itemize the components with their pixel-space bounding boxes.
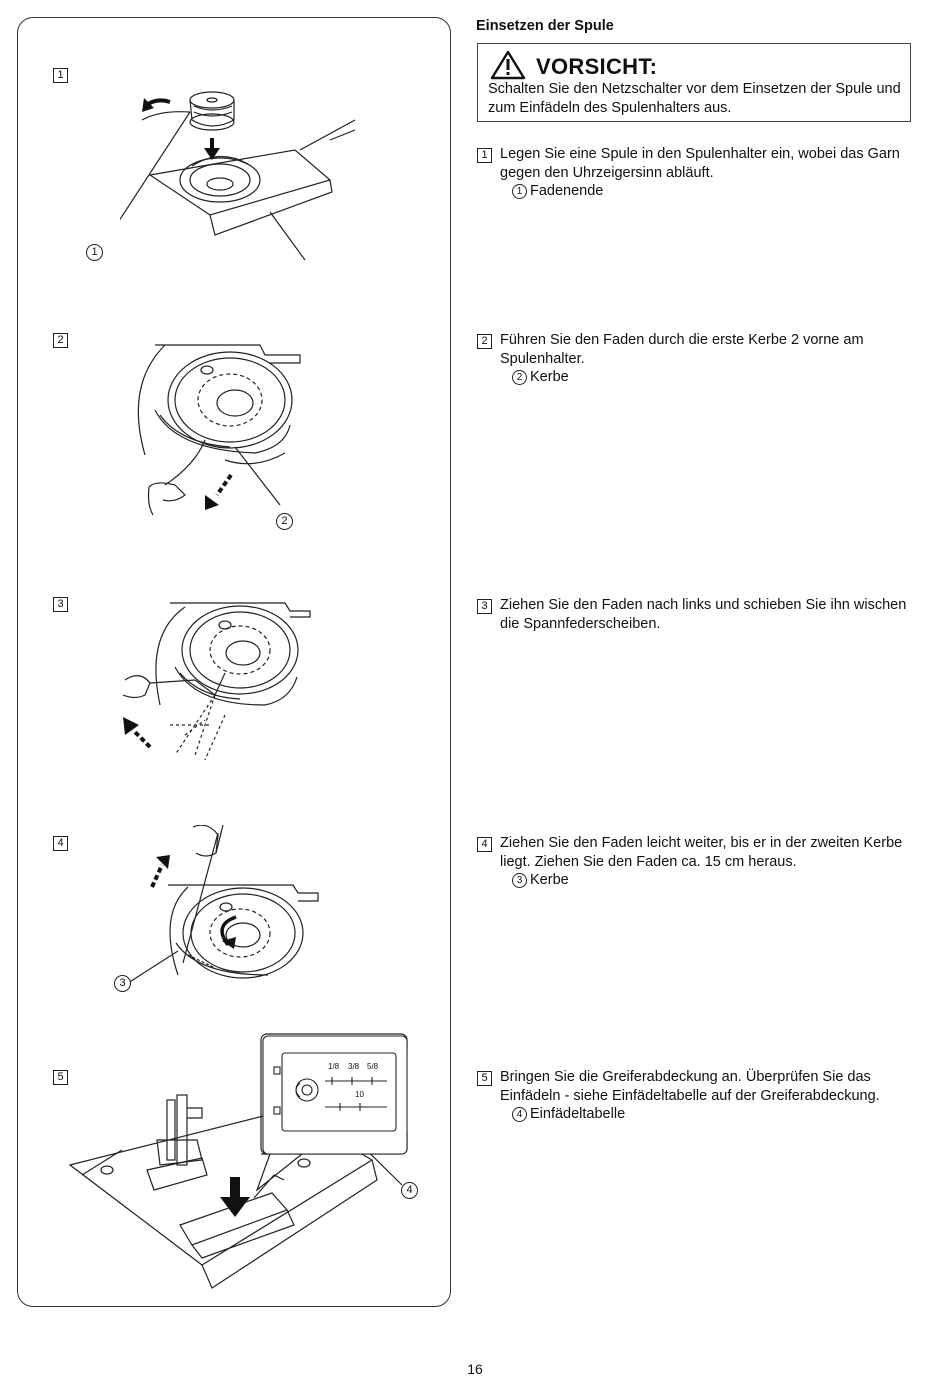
second-notch-illustration bbox=[118, 825, 338, 985]
figure-callout: 2 bbox=[276, 513, 293, 530]
figure-step-number: 4 bbox=[53, 836, 68, 851]
bobbin-insert-illustration bbox=[120, 80, 360, 270]
sub-callout-number: 2 bbox=[512, 370, 527, 385]
step-text: Ziehen Sie den Faden leicht weiter, bis er in der zweiten Kerbe liegt. Ziehen Sie den Faden ca. 15 cm heraus. bbox=[500, 835, 903, 870]
sub-callout-number: 4 bbox=[512, 1107, 527, 1122]
chart-label-1-8: 1/8 bbox=[328, 1062, 340, 1071]
page-number: 16 bbox=[467, 1361, 483, 1377]
step-number: 5 bbox=[477, 1071, 492, 1086]
figure-step-number: 3 bbox=[53, 597, 68, 612]
figure-callout: 3 bbox=[114, 975, 131, 992]
sub-label: Einfädeltabelle bbox=[530, 1106, 626, 1122]
sub-label: Kerbe bbox=[530, 872, 569, 888]
figure-callout: 1 bbox=[86, 244, 103, 261]
step-text: Legen Sie eine Spule in den Spulenhalter ein, wobei das Garn gegen den Uhrzeigersinn abläuft. bbox=[500, 146, 900, 181]
first-notch-illustration bbox=[135, 335, 335, 525]
step-number: 1 bbox=[477, 148, 492, 163]
section-heading: Einsetzen der Spule bbox=[476, 18, 614, 34]
sub-label: Kerbe bbox=[530, 369, 569, 385]
figure-step-number: 2 bbox=[53, 333, 68, 348]
step-text: Ziehen Sie den Faden nach links und schieben Sie ihn wischen die Spannfederscheiben. bbox=[500, 597, 907, 632]
chart-label-5-8: 5/8 bbox=[367, 1062, 379, 1071]
caution-text: Schalten Sie den Netzschalter vor dem Einsetzen der Spule und zum Einfädeln des Spulenhalters aus. bbox=[488, 81, 901, 116]
warning-triangle-icon bbox=[490, 50, 526, 80]
figure-callout: 4 bbox=[401, 1182, 418, 1199]
step-text: Bringen Sie die Greiferabdeckung an. Überprüfen Sie das Einfädeln - siehe Einfädeltabelle auf der Greiferabdeckung. bbox=[500, 1069, 880, 1104]
chart-label-10: 10 bbox=[355, 1090, 364, 1099]
step-number: 3 bbox=[477, 599, 492, 614]
caution-box bbox=[477, 43, 911, 122]
step-number: 4 bbox=[477, 837, 492, 852]
figure-step-number: 1 bbox=[53, 68, 68, 83]
tension-spring-illustration bbox=[115, 595, 315, 765]
sub-callout-number: 3 bbox=[512, 873, 527, 888]
sub-callout-number: 1 bbox=[512, 184, 527, 199]
figure-step-number: 5 bbox=[53, 1070, 68, 1085]
step-text: Führen Sie den Faden durch die erste Kerbe 2 vorne am Spulenhalter. bbox=[500, 332, 864, 367]
sub-label: Fadenende bbox=[530, 183, 604, 199]
caution-title: VORSICHT: bbox=[536, 54, 658, 79]
down-arrow-icon bbox=[218, 1175, 252, 1219]
chart-label-3-8: 3/8 bbox=[348, 1062, 360, 1071]
threading-chart-illustration bbox=[262, 1035, 408, 1155]
step-number: 2 bbox=[477, 334, 492, 349]
